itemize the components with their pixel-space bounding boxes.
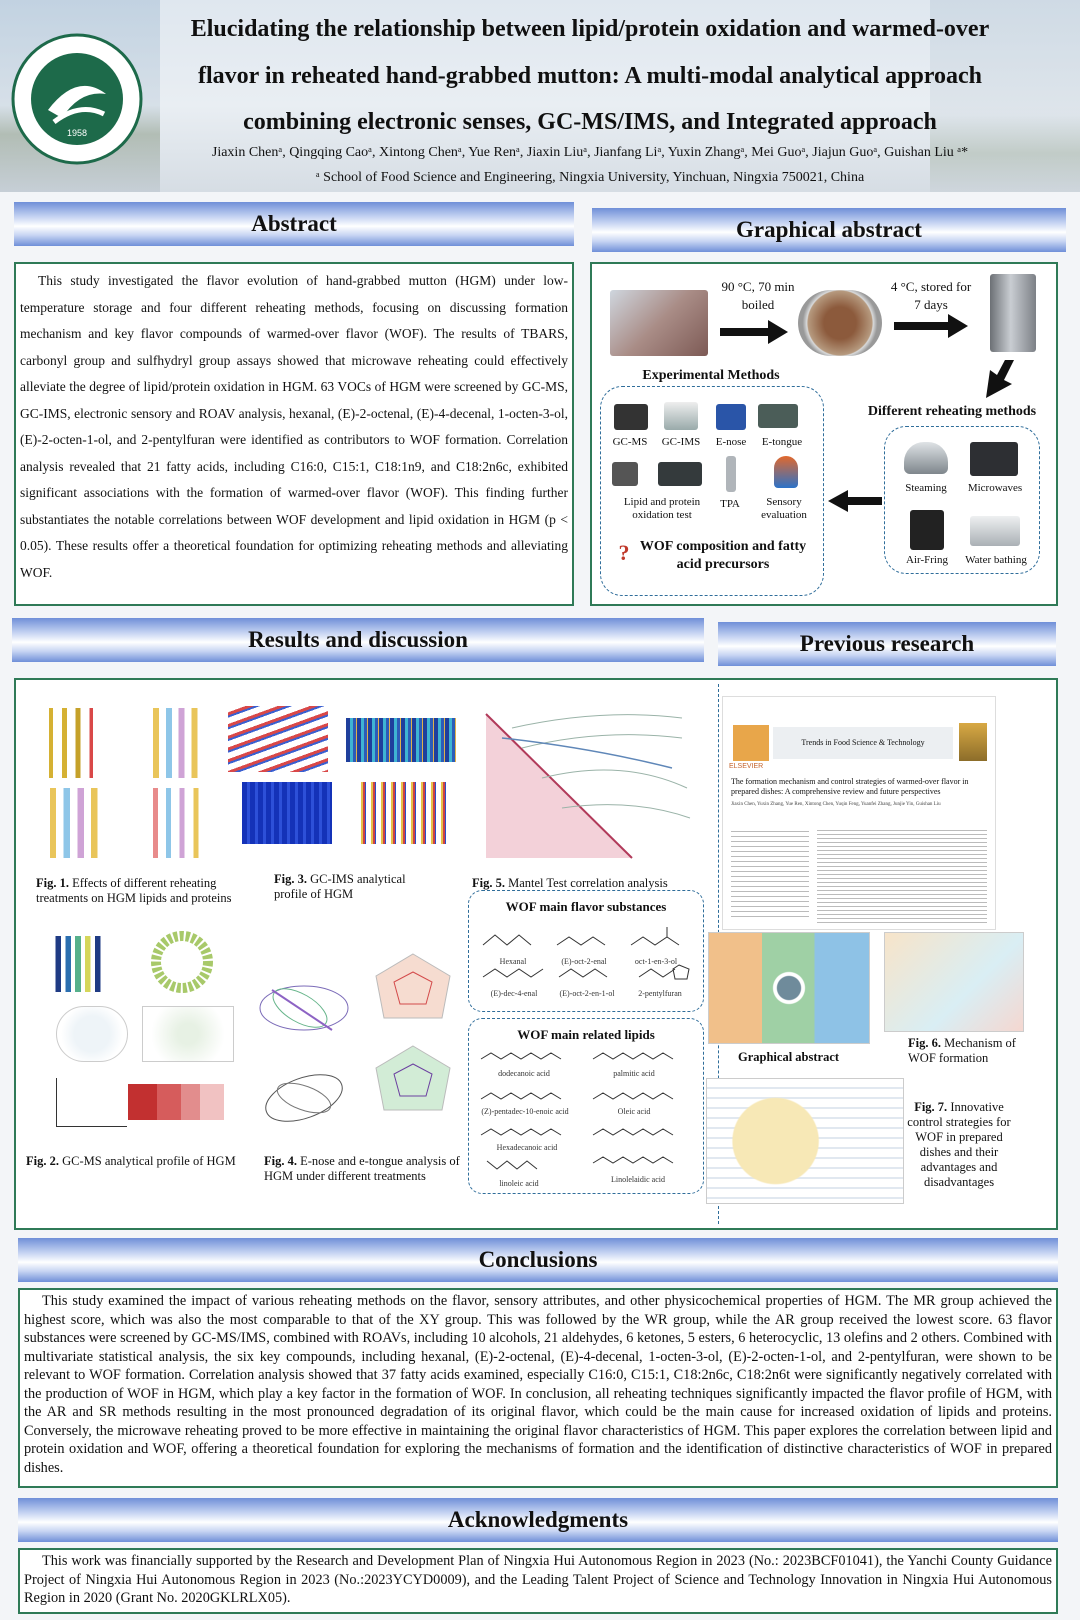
fig2-panel-c: [56, 1006, 128, 1062]
fig5-label: Fig. 5.: [472, 876, 505, 890]
fig4-panel-b: [252, 1060, 356, 1136]
affiliation: ᵃ School of Food Science and Engineering, Ningxia University, Yinchuan, Ningxia 750021, China: [315, 170, 865, 185]
fig2-caption: [26, 1154, 246, 1169]
fig7-label: Fig. 7.: [914, 1100, 948, 1114]
gcms-instrument-icon: [614, 404, 648, 430]
fig1-panel-d: [140, 788, 226, 858]
fig1-panel-c: [36, 788, 128, 858]
fig6-label: Fig. 6.: [908, 1036, 941, 1050]
previous-paper-title: The formation mechanism and control strategies of warmed-over flavor in prepared dishes: A comprehensive review and future perspectives: [731, 777, 969, 796]
fig3-caption-text: GC-IMS analytical profile of HGM: [274, 872, 406, 901]
arrow-right-icon: [720, 320, 790, 344]
graphical-abstract-heading: Graphical abstract: [592, 208, 1066, 252]
article-info-lines: [731, 827, 809, 917]
enose-instrument-icon: [716, 404, 746, 430]
fig2-panel-e: [56, 1078, 127, 1127]
fig7-image: [706, 1078, 904, 1204]
lipid-pentadecenoic-acid: (Z)-pentadec-10-enoic acid: [481, 1107, 569, 1116]
conclusions-heading: Conclusions: [18, 1238, 1058, 1282]
oxidation-test-icon-2: [658, 462, 702, 486]
fig6-caption: [908, 1036, 1024, 1066]
wof-related-lipids-title: WOF main related lipids: [517, 1027, 655, 1042]
method-etongue: E-tongue: [761, 436, 803, 448]
steamer-icon: [904, 442, 948, 474]
publisher-name: ELSEVIER: [729, 763, 764, 770]
journal-cover: [959, 723, 987, 761]
journal-name: Trends in Food Science & Technology: [773, 727, 953, 759]
elsevier-logo: [733, 725, 769, 761]
title-line-1: Elucidating the relationship between lipid/protein oxidation and warmed-over: [190, 16, 990, 42]
reheating-microwaves: Microwaves: [967, 482, 1023, 494]
university-logo: [10, 32, 144, 166]
lipid-oleic-acid: Oleic acid: [617, 1107, 651, 1116]
boiled-pot-image: [798, 290, 882, 356]
fig3-panel-b: [346, 718, 456, 762]
fig5-mantel-test-figure: [482, 708, 696, 864]
method-gcms: GC-MS: [612, 436, 648, 448]
fig1-panel-b: [140, 708, 226, 778]
poster-header: [0, 0, 1080, 192]
fig3-panel-a: [228, 706, 328, 772]
method-tpa: TPA: [720, 498, 740, 510]
conclusions-text: This study examined the impact of various reheating methods on the flavor, sensory attributes, and other physicochemical properties of HGM. The MR group achieved the highest score, which was also the most comparable to that of the XY group. This was followed by the WR group, while the AR group received the lowest score. 63 flavor substances were screened by GC-MS/IMS, combined with ROAVs, including 10 alcohols, 21 aldehydes, 6 ketones, 5 esters, 6 heterocyclic, 13 olefins and 2 others. Combined with multivariate statistical analysis, the six key compounds, including hexanal, (E)-2-octenal, (E)-4-decenal, 1-octen-3-ol, (E)-2-octen-1-ol, and 2-pentylfuran, were shown to be relevant to WOF formation. Correlation analysis showed that 37 fatty acids examined, especially C16:0, C15:1, C18:2n6c, C18:2n6t were significantly negatively correlated with the production of WOF in HGM, which play a key factor in the formation of WOF. In conclusion, all reheating techniques significantly impacted the flavor profile of HGM, with the AR and SR methods resulting in the most pronounced degradation of its original flavor, which could be the main cause for increased oxidation of lipids and proteins. Conversely, the microwave reheating proved to be more effective in maintaining the original flavor characteristics of HGM. This paper explores the correlation between lipid and protein oxidation and WOF, offering a theoretical foundation for exploring the mechanisms of formation and the identification of distinctive characteristics of WOF in prepared dishes.: [24, 1293, 1052, 1476]
fig4-panel-c: [368, 950, 458, 1030]
results-heading: Results and discussion: [12, 618, 704, 662]
question-mark-icon: ?: [618, 540, 630, 565]
graphical-abstract-panel: [590, 262, 1058, 606]
acknowledgments-heading: Acknowledgments: [18, 1498, 1058, 1542]
acknowledgments-panel: [18, 1548, 1058, 1614]
wof-flavor-substances-title: WOF main flavor substances: [505, 899, 667, 914]
abstract-text: This study investigated the flavor evolution of hand-grabbed mutton (HGM) under low-temperature storage and four different reheating methods, focusing on discussing formation mechanism and key flavor compounds of warmed-over flavor (WOF). The results of TBARS, carbonyl group and sulfhydryl group assays showed that microwave reheating could effectively alleviate the degree of lipid/protein oxidation in HGM. 63 VOCs of HGM were screened by GC-MS, GC-IMS, electronic sensory and ROAV analysis, hexanal, (E)-2-octenal, (E)-4-decenal, 1-octen-3-ol, (E)-2-octen-1-ol, and 2-pentylfuran were identified as contributors to WOF formation. Correlation analysis revealed that 21 fatty acids, including C16:0, C15:1, C18:1n9, and C18:2n6c, exhibited significant associations with the formation of warmed-over flavor (WOF). This finding further substantiates the notable correlations between WOF development and lipid oxidation in HGM (p < 0.05). These results offer a theoretical foundation for optimizing reheating methods and alleviating WOF.: [20, 273, 568, 580]
previous-paper-page: [722, 696, 996, 930]
title-line-2: flavor in reheated hand-grabbed mutton: A multi-modal analytical approach: [197, 62, 983, 89]
reheating-water-bathing: Water bathing: [965, 554, 1027, 566]
fig4-panel-a: [252, 970, 356, 1046]
fig4-panel-d: [368, 1042, 458, 1122]
arrow-right-icon: [894, 314, 970, 338]
title-line-3: combining electronic senses, GC-MS/IMS, and Integrated approach: [243, 109, 937, 135]
flavor-e-dec-4-enal: (E)-dec-4-enal: [490, 989, 538, 998]
abstract-heading: Abstract: [14, 202, 574, 246]
sensory-head-icon: [774, 456, 798, 488]
flavor-e-oct-2-en-1-ol: (E)-oct-2-en-1-ol: [559, 989, 615, 998]
water-bath-icon: [970, 516, 1020, 546]
lipid-linolelaidic-acid: Linolelaidic acid: [611, 1175, 665, 1184]
conclusions-panel: [18, 1288, 1058, 1488]
fig1-panel-a: [36, 708, 122, 778]
previous-research-heading: Previous research: [718, 622, 1056, 666]
fig2-panel-f: [128, 1084, 224, 1120]
flavor-oct-1-en-3-ol: oct-1-en-3-ol: [634, 957, 678, 966]
fig2-caption-text: GC-MS analytical profile of HGM: [62, 1154, 236, 1168]
logo-year: 1958: [66, 128, 88, 138]
refrigerator-image: [990, 274, 1036, 352]
lipid-hexadecanoic-acid: Hexadecanoic acid: [496, 1143, 558, 1152]
fig4-caption: [264, 1154, 464, 1184]
fig3-panel-c: [242, 782, 332, 844]
fig2-label: Fig. 2.: [26, 1154, 59, 1168]
fig1-label: Fig. 1.: [36, 876, 69, 890]
arrow-left-icon: [828, 490, 884, 512]
storage-step-label: 4 °C, stored for 7 days: [890, 279, 972, 312]
tpa-instrument-icon: [726, 456, 736, 492]
wof-composition-label: WOF composition and fatty acid precursors: [639, 539, 807, 572]
flavor-2-pentylfuran: 2-pentylfuran: [638, 989, 682, 998]
reheating-methods-title: Different reheating methods: [867, 404, 1037, 419]
abstract-lines: [817, 827, 987, 923]
method-enose: E-nose: [715, 436, 747, 448]
wof-related-lipids-box: [468, 1018, 704, 1194]
abstract-panel: [14, 262, 574, 606]
fig5-caption: [472, 876, 702, 891]
arrow-down-left-icon: [984, 360, 1018, 400]
boil-step-label: 90 °C, 70 min boiled: [721, 279, 795, 312]
fig3-label: Fig. 3.: [274, 872, 307, 886]
previous-graphical-abstract-label: Graphical abstract: [738, 1050, 840, 1064]
fig2-panel-a: [50, 936, 120, 992]
oxidation-test-icon: [612, 462, 638, 486]
fig6-caption-text: Mechanism of WOF formation: [908, 1036, 1016, 1065]
fig1-caption-text: Effects of different reheating treatments on HGM lipids and proteins: [36, 876, 232, 905]
results-panel: [14, 678, 1058, 1230]
acknowledgments-text: This work was financially supported by the Research and Development Plan of Ningxia Hui Autonomous Region in 2023 (No.: 2023BCF01041), the Yanchi County Guidance Project of Ningxia Hui Autonomous Region in 2023 (No.:2023YCYD0009), and the Leading Talent Project of Science and Technology Innovation in Ningxia Hui Autonomous Region in 2020 (Grant No. 2020GKLRLX05).: [24, 1553, 1052, 1606]
poster-title: [150, 6, 1030, 146]
lipid-palmitic-acid: palmitic acid: [613, 1069, 655, 1078]
etongue-instrument-icon: [758, 404, 798, 428]
method-sensory: Sensory evaluation: [761, 496, 807, 521]
fig7-caption: [904, 1100, 1014, 1190]
fig4-label: Fig. 4.: [264, 1154, 297, 1168]
reheating-air-frying: Air-Fring: [906, 554, 948, 566]
fig1-caption: [36, 876, 256, 906]
method-gcims: GC-IMS: [661, 436, 701, 448]
wof-flavor-substances-box: [468, 890, 704, 1012]
experimental-methods-title: Experimental Methods: [642, 368, 780, 383]
raw-mutton-image: [610, 290, 708, 356]
fig6-image: [884, 932, 1024, 1032]
fig7-caption-text: Innovative control strategies for WOF in prepared dishes and their advantages and disadvantages: [907, 1100, 1011, 1189]
fig3-caption: [274, 872, 424, 902]
fig5-caption-text: Mantel Test correlation analysis: [508, 876, 668, 890]
reheating-steaming: Steaming: [905, 482, 947, 494]
previous-paper-authors: Jiaxin Chen, Yuxin Zhang, Yue Ren, Xintong Chen, Yuqin Feng, Yuanfei Zhang, Junjie Yin, Guishan Liu: [731, 802, 941, 807]
microwave-icon: [970, 442, 1018, 476]
air-fryer-icon: [910, 510, 944, 550]
lipid-linoleic-acid: linoleic acid: [499, 1179, 539, 1188]
lipid-dodecanoic-acid: dodecanoic acid: [498, 1069, 550, 1078]
fig2-panel-d: [142, 1006, 234, 1062]
flavor-e-oct-2-enal: (E)-oct-2-enal: [561, 957, 607, 966]
flavor-hexanal: Hexanal: [499, 957, 527, 966]
fig2-panel-b: [142, 930, 222, 994]
gcims-instrument-icon: [664, 402, 698, 430]
fig3-panel-d: [356, 782, 446, 844]
previous-graphical-abstract-image: [708, 932, 870, 1044]
method-oxidation-test: Lipid and protein oxidation test: [623, 496, 701, 521]
author-list: Jiaxin Chenᵃ, Qingqing Caoᵃ, Xintong Chenᵃ, Yue Renᵃ, Jiaxin Liuᵃ, Jianfang Liᵃ, Yuxin Zhangᵃ, Mei Guoᵃ, Jiajun Guoᵃ, Guishan Liu ᵃ*: [211, 145, 969, 160]
fig4-caption-text: E-nose and e-tongue analysis of HGM under different treatments: [264, 1154, 460, 1183]
